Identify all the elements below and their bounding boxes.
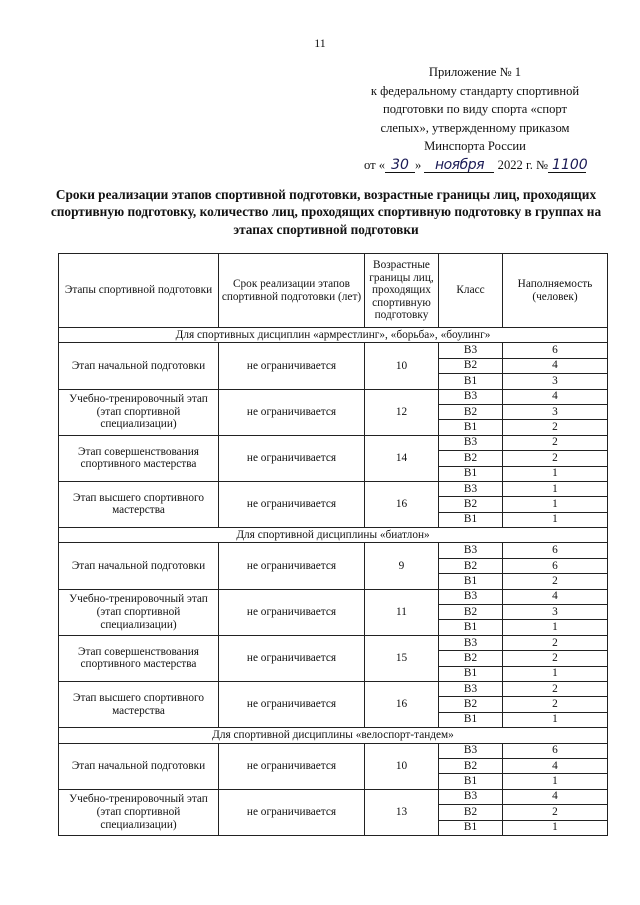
count-cell: 4	[503, 789, 608, 804]
class-cell: В1	[439, 774, 503, 789]
count-cell: 3	[503, 404, 608, 419]
header-count: Наполняемость (человек)	[503, 254, 608, 328]
class-cell: В1	[439, 712, 503, 727]
count-cell: 2	[503, 681, 608, 696]
class-cell: В2	[439, 558, 503, 573]
count-cell: 1	[503, 666, 608, 681]
stage-name: Учебно-тренировочный этап (этап спортивной специализации)	[59, 789, 219, 835]
count-cell: 6	[503, 743, 608, 758]
stage-term: не ограничивается	[219, 635, 365, 681]
count-cell: 3	[503, 605, 608, 620]
appendix-block	[330, 63, 620, 175]
stage-name: Этап высшего спортивного мастерства	[59, 481, 219, 527]
document-title: Сроки реализации этапов спортивной подготовки, возрастные границы лиц, проходящих спортивную подготовку, количество лиц, проходящих спортивную подготовку в группах на этапах спортивной подготовки	[50, 187, 602, 237]
stage-name: Этап высшего спортивного мастерства	[59, 681, 219, 727]
count-cell: 1	[503, 620, 608, 635]
count-cell: 6	[503, 343, 608, 358]
class-cell: В3	[439, 789, 503, 804]
stage-age: 10	[365, 343, 439, 389]
stage-term: не ограничивается	[219, 681, 365, 727]
count-cell: 2	[503, 651, 608, 666]
count-cell: 1	[503, 497, 608, 512]
count-cell: 2	[503, 435, 608, 450]
stage-name: Этап начальной подготовки	[59, 543, 219, 589]
table-row	[59, 589, 608, 604]
stage-name: Учебно-тренировочный этап (этап спортивной специализации)	[59, 589, 219, 635]
class-cell: В2	[439, 805, 503, 820]
class-cell: В3	[439, 589, 503, 604]
class-cell: В1	[439, 820, 503, 835]
handwritten-month: ноября	[424, 158, 494, 173]
table-header-row	[59, 254, 608, 328]
stage-term: не ограничивается	[219, 481, 365, 527]
class-cell: В3	[439, 481, 503, 496]
header-term: Срок реализации этапов спортивной подготовки (лет)	[219, 254, 365, 328]
table-row	[59, 743, 608, 758]
class-cell: В1	[439, 574, 503, 589]
stage-age: 15	[365, 635, 439, 681]
class-cell: В2	[439, 758, 503, 773]
appendix-line: подготовки по виду спорта «спорт	[382, 102, 568, 117]
table-row	[59, 681, 608, 696]
count-cell: 6	[503, 558, 608, 573]
class-cell: В2	[439, 497, 503, 512]
count-cell: 2	[503, 420, 608, 435]
stage-age: 9	[365, 543, 439, 589]
order-date-line	[330, 156, 620, 175]
class-cell: В3	[439, 343, 503, 358]
stage-name: Этап совершенствования спортивного мастерства	[59, 435, 219, 481]
stage-term: не ограничивается	[219, 389, 365, 435]
count-cell: 4	[503, 358, 608, 373]
class-cell: В2	[439, 404, 503, 419]
section-row	[59, 328, 608, 343]
class-cell: В1	[439, 666, 503, 681]
count-cell: 1	[503, 481, 608, 496]
table-row	[59, 635, 608, 650]
header-age: Возрастные границы лиц, проходящих спортивную подготовку	[365, 254, 439, 328]
class-cell: В2	[439, 697, 503, 712]
class-cell: В2	[439, 651, 503, 666]
class-cell: В3	[439, 743, 503, 758]
date-mid: »	[415, 157, 422, 172]
stage-term: не ограничивается	[219, 589, 365, 635]
count-cell: 2	[503, 635, 608, 650]
count-cell: 2	[503, 805, 608, 820]
stage-term: не ограничивается	[219, 435, 365, 481]
appendix-line: к федеральному стандарту спортивной	[370, 83, 580, 98]
stage-age: 16	[365, 481, 439, 527]
table-row	[59, 481, 608, 496]
count-cell: 4	[503, 389, 608, 404]
section-title: Для спортивных дисциплин «армрестлинг», «борьба», «боулинг»	[59, 328, 608, 343]
count-cell: 6	[503, 543, 608, 558]
class-cell: В2	[439, 605, 503, 620]
count-cell: 3	[503, 374, 608, 389]
count-cell: 1	[503, 512, 608, 527]
table-row	[59, 543, 608, 558]
class-cell: В3	[439, 635, 503, 650]
handwritten-order-number: 1100	[548, 158, 586, 173]
class-cell: В1	[439, 420, 503, 435]
count-cell: 1	[503, 466, 608, 481]
handwritten-day: 30	[385, 158, 415, 173]
table-row	[59, 343, 608, 358]
date-year: 2022 г. №	[497, 157, 549, 172]
section-row	[59, 528, 608, 543]
class-cell: В1	[439, 620, 503, 635]
table-row	[59, 789, 608, 804]
header-stage: Этапы спортивной подготовки	[59, 254, 219, 328]
class-cell: В3	[439, 681, 503, 696]
stage-term: не ограничивается	[219, 743, 365, 789]
stage-name: Этап начальной подготовки	[59, 743, 219, 789]
section-title: Для спортивной дисциплины «велоспорт-тандем»	[59, 728, 608, 743]
class-cell: В1	[439, 374, 503, 389]
count-cell: 4	[503, 589, 608, 604]
count-cell: 2	[503, 574, 608, 589]
stage-age: 14	[365, 435, 439, 481]
count-cell: 1	[503, 820, 608, 835]
stage-name: Учебно-тренировочный этап (этап спортивной специализации)	[59, 389, 219, 435]
stage-age: 10	[365, 743, 439, 789]
stage-name: Этап совершенствования спортивного мастерства	[59, 635, 219, 681]
class-cell: В3	[439, 543, 503, 558]
table-row	[59, 389, 608, 404]
stage-age: 11	[365, 589, 439, 635]
class-cell: В1	[439, 512, 503, 527]
stage-term: не ограничивается	[219, 543, 365, 589]
class-cell: В1	[439, 466, 503, 481]
stage-age: 12	[365, 389, 439, 435]
section-title: Для спортивной дисциплины «биатлон»	[59, 528, 608, 543]
count-cell: 1	[503, 712, 608, 727]
page-number: 11	[314, 36, 326, 50]
stage-age: 13	[365, 789, 439, 835]
stage-name: Этап начальной подготовки	[59, 343, 219, 389]
appendix-line: Минспорта России	[424, 139, 526, 154]
class-cell: В2	[439, 358, 503, 373]
header-class: Класс	[439, 254, 503, 328]
appendix-line: Приложение № 1	[428, 65, 522, 79]
stage-term: не ограничивается	[219, 343, 365, 389]
stage-term: не ограничивается	[219, 789, 365, 835]
table-row	[59, 435, 608, 450]
count-cell: 2	[503, 451, 608, 466]
count-cell: 2	[503, 697, 608, 712]
stage-age: 16	[365, 681, 439, 727]
class-cell: В2	[439, 451, 503, 466]
stages-table	[58, 253, 608, 836]
class-cell: В3	[439, 389, 503, 404]
count-cell: 1	[503, 774, 608, 789]
table-body	[59, 328, 608, 836]
count-cell: 4	[503, 758, 608, 773]
section-row	[59, 728, 608, 743]
appendix-line: слепых», утвержденному приказом	[380, 120, 570, 135]
date-prefix: от «	[363, 157, 386, 172]
class-cell: В3	[439, 435, 503, 450]
